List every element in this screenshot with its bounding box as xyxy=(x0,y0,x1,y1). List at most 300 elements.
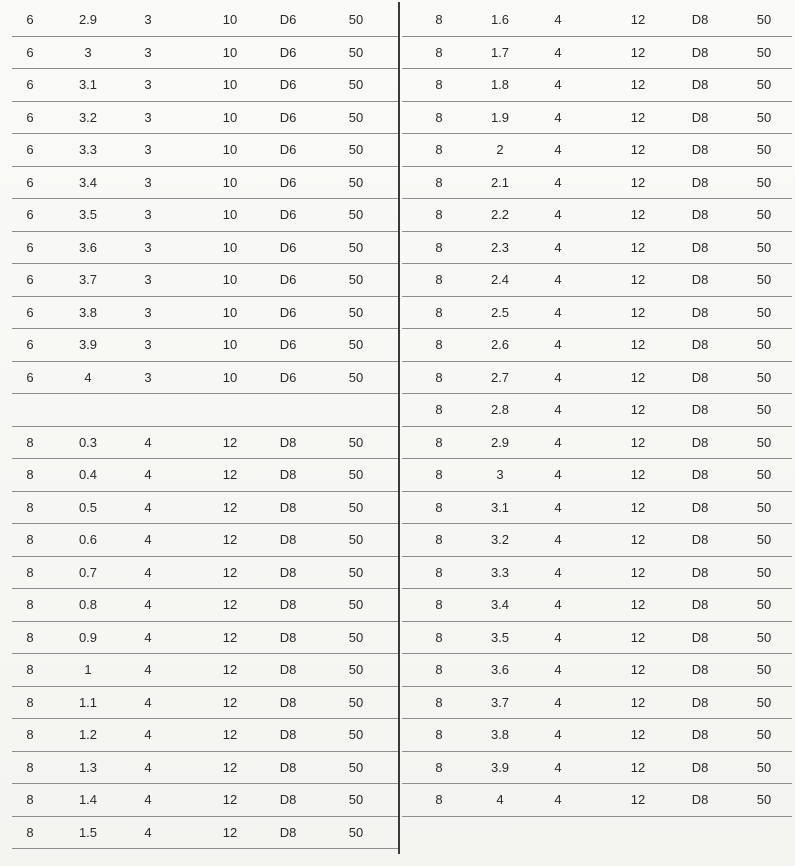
table-cell: 12 xyxy=(630,629,646,645)
table-cell: 12 xyxy=(630,44,646,60)
table-row xyxy=(12,37,398,70)
table-cell: 2.5 xyxy=(490,304,510,320)
table-cell: D8 xyxy=(691,499,709,515)
table-cell: 50 xyxy=(756,142,772,157)
table-cell: D6 xyxy=(279,272,297,287)
table-cell: 50 xyxy=(756,174,772,190)
table-cell: D8 xyxy=(691,727,709,742)
table-row xyxy=(12,622,398,655)
table-cell: 4 xyxy=(554,532,562,547)
table-cell: D8 xyxy=(279,662,297,677)
table-cell: 50 xyxy=(756,792,772,807)
table-cell: 10 xyxy=(222,304,238,320)
table-cell: D8 xyxy=(691,434,709,450)
table-cell: 2.4 xyxy=(490,272,510,287)
table-cell: 50 xyxy=(348,499,364,515)
table-cell: 10 xyxy=(222,337,238,352)
table-cell: 12 xyxy=(222,759,238,775)
table-row xyxy=(402,102,792,135)
table-cell: D6 xyxy=(279,142,297,157)
table-row xyxy=(402,654,792,687)
table-cell: 12 xyxy=(630,434,646,450)
table-cell: D6 xyxy=(279,337,297,352)
table-cell: 4 xyxy=(144,564,152,580)
table-cell: 8 xyxy=(435,239,443,255)
left-table-column xyxy=(12,4,398,849)
table-cell: D8 xyxy=(691,467,709,482)
table-cell: D8 xyxy=(279,727,297,742)
table-cell: 8 xyxy=(26,532,34,547)
table-cell: 12 xyxy=(630,792,646,807)
table-cell: 50 xyxy=(756,597,772,612)
table-row xyxy=(402,524,792,557)
table-cell: 12 xyxy=(222,597,238,612)
table-cell: 10 xyxy=(222,207,238,222)
table-cell: 50 xyxy=(756,402,772,417)
table-cell: D6 xyxy=(279,77,297,92)
table-cell: 4 xyxy=(554,44,562,60)
table-cell: 3.6 xyxy=(78,239,98,255)
table-cell: 8 xyxy=(26,467,34,482)
table-cell: 4 xyxy=(496,792,504,807)
table-cell: 4 xyxy=(554,434,562,450)
table-row xyxy=(402,264,792,297)
table-row xyxy=(12,329,398,362)
table-cell: 4 xyxy=(554,239,562,255)
table-cell: 4 xyxy=(554,402,562,417)
table-cell: 12 xyxy=(222,629,238,645)
table-cell: D8 xyxy=(691,239,709,255)
table-cell: 12 xyxy=(222,532,238,547)
table-cell: 50 xyxy=(756,499,772,515)
table-row xyxy=(402,622,792,655)
right-table-column xyxy=(402,4,792,817)
table-cell: 3.8 xyxy=(78,304,98,320)
table-cell: 4 xyxy=(554,109,562,125)
table-cell: 3.2 xyxy=(490,532,510,547)
table-cell: 0.3 xyxy=(78,434,98,450)
table-cell: 8 xyxy=(26,759,34,775)
table-cell: 3 xyxy=(144,12,152,27)
table-row xyxy=(12,264,398,297)
table-row xyxy=(12,69,398,102)
table-cell: 10 xyxy=(222,369,238,385)
table-cell: 4 xyxy=(554,207,562,222)
table-cell: 50 xyxy=(756,12,772,27)
table-cell: 4 xyxy=(554,792,562,807)
table-cell: 12 xyxy=(222,824,238,840)
table-cell: 3.4 xyxy=(78,174,98,190)
table-cell: 50 xyxy=(348,109,364,125)
table-row xyxy=(12,654,398,687)
table-cell: D8 xyxy=(279,792,297,807)
table-cell: 4 xyxy=(554,629,562,645)
table-cell: D8 xyxy=(691,304,709,320)
table-cell: 12 xyxy=(630,369,646,385)
table-cell: 6 xyxy=(26,207,34,222)
table-row xyxy=(402,427,792,460)
table-cell: 4 xyxy=(144,662,152,677)
table-cell: 1.9 xyxy=(490,109,510,125)
table-cell: 4 xyxy=(554,272,562,287)
table-cell: 1.8 xyxy=(490,77,510,92)
table-cell: 3 xyxy=(84,44,92,60)
table-cell: D8 xyxy=(279,467,297,482)
table-cell: D8 xyxy=(691,759,709,775)
table-row xyxy=(402,362,792,395)
table-cell: 3.7 xyxy=(490,694,510,710)
table-cell: 50 xyxy=(348,727,364,742)
table-cell: 3 xyxy=(144,369,152,385)
table-cell: 8 xyxy=(435,109,443,125)
table-cell: 8 xyxy=(26,792,34,807)
table-row xyxy=(402,232,792,265)
table-cell: 1.3 xyxy=(78,759,98,775)
table-cell: 50 xyxy=(348,272,364,287)
table-cell: 50 xyxy=(348,207,364,222)
table-cell: D6 xyxy=(279,239,297,255)
table-row xyxy=(12,524,398,557)
table-row xyxy=(12,362,398,395)
table-cell: 3 xyxy=(144,109,152,125)
table-cell: 4 xyxy=(144,434,152,450)
table-cell: D6 xyxy=(279,109,297,125)
table-cell: 3 xyxy=(144,304,152,320)
table-cell: 0.7 xyxy=(78,564,98,580)
table-cell: D8 xyxy=(279,629,297,645)
table-cell: D8 xyxy=(691,12,709,27)
table-cell: D8 xyxy=(691,77,709,92)
table-cell: 50 xyxy=(756,272,772,287)
table-cell: 8 xyxy=(435,337,443,352)
table-cell: 12 xyxy=(630,12,646,27)
table-cell: 6 xyxy=(26,44,34,60)
table-cell: 8 xyxy=(435,694,443,710)
table-cell: 4 xyxy=(554,369,562,385)
table-cell: 50 xyxy=(756,304,772,320)
table-cell: 8 xyxy=(26,499,34,515)
table-row xyxy=(12,752,398,785)
table-cell: 12 xyxy=(630,337,646,352)
table-cell: 50 xyxy=(756,629,772,645)
table-cell: 8 xyxy=(26,824,34,840)
table-cell: 12 xyxy=(630,597,646,612)
table-cell: D8 xyxy=(279,824,297,840)
table-cell: 0.4 xyxy=(78,467,98,482)
table-cell: 2 xyxy=(496,142,504,157)
table-cell: 8 xyxy=(435,499,443,515)
table-row xyxy=(402,784,792,817)
table-row xyxy=(402,199,792,232)
table-row xyxy=(12,492,398,525)
table-cell: D6 xyxy=(279,369,297,385)
table-cell: 12 xyxy=(630,467,646,482)
table-cell: 8 xyxy=(435,207,443,222)
table-cell: 50 xyxy=(348,77,364,92)
table-cell: 8 xyxy=(435,44,443,60)
table-cell: 6 xyxy=(26,12,34,27)
table-cell: D6 xyxy=(279,304,297,320)
table-cell: 50 xyxy=(348,629,364,645)
table-cell: 50 xyxy=(348,662,364,677)
table-cell: D8 xyxy=(691,694,709,710)
table-cell: 8 xyxy=(26,694,34,710)
table-cell: 3.1 xyxy=(78,77,98,92)
table-cell: 8 xyxy=(435,402,443,417)
table-cell: 50 xyxy=(756,44,772,60)
table-row xyxy=(12,167,398,200)
table-cell: 50 xyxy=(756,434,772,450)
table-cell: 3.4 xyxy=(490,597,510,612)
table-cell: 1 xyxy=(84,662,92,677)
table-cell: 4 xyxy=(554,564,562,580)
table-cell: 50 xyxy=(756,77,772,92)
table-cell: 50 xyxy=(756,727,772,742)
table-cell: 4 xyxy=(554,142,562,157)
column-divider xyxy=(398,2,400,854)
table-cell: 6 xyxy=(26,272,34,287)
table-cell: D8 xyxy=(691,629,709,645)
table-cell: 3.7 xyxy=(78,272,98,287)
table-row xyxy=(12,102,398,135)
table-cell: 3.5 xyxy=(490,629,510,645)
table-cell: 50 xyxy=(756,564,772,580)
table-cell: 50 xyxy=(348,824,364,840)
table-cell: D8 xyxy=(279,564,297,580)
table-cell: 8 xyxy=(435,759,443,775)
table-cell: 12 xyxy=(630,272,646,287)
table-cell: D8 xyxy=(691,142,709,157)
table-cell: 10 xyxy=(222,239,238,255)
table-cell: 4 xyxy=(144,727,152,742)
table-cell: 10 xyxy=(222,272,238,287)
table-cell: 10 xyxy=(222,142,238,157)
table-cell: D8 xyxy=(691,597,709,612)
table-cell: 8 xyxy=(435,662,443,677)
table-row xyxy=(12,232,398,265)
table-cell: D8 xyxy=(279,532,297,547)
table-cell: 4 xyxy=(144,694,152,710)
table-cell: 12 xyxy=(630,207,646,222)
table-cell: 4 xyxy=(554,174,562,190)
table-cell: 2.8 xyxy=(490,402,510,417)
table-cell: 2.9 xyxy=(78,12,98,27)
table-cell: 50 xyxy=(756,337,772,352)
table-cell: 4 xyxy=(144,824,152,840)
table-cell: 8 xyxy=(26,662,34,677)
table-cell: 4 xyxy=(144,759,152,775)
table-cell: 2.3 xyxy=(490,239,510,255)
table-cell: D8 xyxy=(279,499,297,515)
table-cell: 4 xyxy=(144,792,152,807)
table-cell: 50 xyxy=(756,662,772,677)
table-cell: 0.6 xyxy=(78,532,98,547)
table-cell: 6 xyxy=(26,77,34,92)
table-cell: 12 xyxy=(222,694,238,710)
table-cell: D8 xyxy=(691,662,709,677)
table-cell: D8 xyxy=(691,337,709,352)
table-cell: 8 xyxy=(435,174,443,190)
table-cell: 0.9 xyxy=(78,629,98,645)
table-row xyxy=(12,784,398,817)
table-cell: D8 xyxy=(691,44,709,60)
table-cell: D8 xyxy=(279,597,297,612)
table-cell: 50 xyxy=(348,174,364,190)
table-cell: 1.5 xyxy=(78,824,98,840)
table-cell: 50 xyxy=(348,467,364,482)
table-cell: 4 xyxy=(554,499,562,515)
table-row xyxy=(402,492,792,525)
table-row xyxy=(402,752,792,785)
table-cell: 8 xyxy=(435,597,443,612)
table-cell: 1.4 xyxy=(78,792,98,807)
table-cell: 4 xyxy=(554,12,562,27)
table-row xyxy=(402,557,792,590)
table-cell: 10 xyxy=(222,174,238,190)
table-cell: 10 xyxy=(222,77,238,92)
table-cell: 3.3 xyxy=(78,142,98,157)
table-cell: 10 xyxy=(222,109,238,125)
table-cell: 12 xyxy=(630,142,646,157)
table-cell: 8 xyxy=(435,792,443,807)
table-cell: 50 xyxy=(348,792,364,807)
table-cell: 12 xyxy=(222,792,238,807)
table-cell: 3.1 xyxy=(490,499,510,515)
table-row xyxy=(12,394,398,427)
table-cell: 12 xyxy=(222,499,238,515)
table-cell: D8 xyxy=(691,109,709,125)
table-cell: 3.9 xyxy=(78,337,98,352)
table-row xyxy=(402,719,792,752)
table-cell: 50 xyxy=(348,337,364,352)
table-cell: 4 xyxy=(554,727,562,742)
table-cell: 3 xyxy=(144,337,152,352)
table-cell: 4 xyxy=(144,629,152,645)
table-cell: 50 xyxy=(756,109,772,125)
table-cell: 8 xyxy=(435,12,443,27)
table-cell: D8 xyxy=(691,174,709,190)
table-cell: 8 xyxy=(435,467,443,482)
table-cell: D6 xyxy=(279,174,297,190)
table-row xyxy=(402,459,792,492)
table-cell: 2.1 xyxy=(490,174,510,190)
table-cell: 3.5 xyxy=(78,207,98,222)
table-cell: 1.7 xyxy=(490,44,510,60)
table-cell: 50 xyxy=(348,304,364,320)
table-cell: D6 xyxy=(279,44,297,60)
table-cell: 2.7 xyxy=(490,369,510,385)
table-cell: 12 xyxy=(222,727,238,742)
table-cell: 12 xyxy=(222,467,238,482)
table-cell: 12 xyxy=(630,109,646,125)
table-cell: 3 xyxy=(144,142,152,157)
table-cell: 0.8 xyxy=(78,597,98,612)
table-cell: 3 xyxy=(144,174,152,190)
table-cell: 12 xyxy=(630,694,646,710)
table-cell: 6 xyxy=(26,109,34,125)
table-cell: 8 xyxy=(435,142,443,157)
table-cell: 12 xyxy=(630,759,646,775)
table-cell: 12 xyxy=(630,174,646,190)
table-cell: 50 xyxy=(756,694,772,710)
table-row xyxy=(12,687,398,720)
table-cell: 8 xyxy=(435,629,443,645)
table-cell: D6 xyxy=(279,12,297,27)
table-cell: 50 xyxy=(756,759,772,775)
table-cell: 12 xyxy=(222,662,238,677)
table-cell: 8 xyxy=(26,564,34,580)
table-cell: 8 xyxy=(435,272,443,287)
table-row xyxy=(402,4,792,37)
table-cell: 3 xyxy=(144,272,152,287)
table-cell: D8 xyxy=(279,694,297,710)
table-cell: 4 xyxy=(554,304,562,320)
table-cell: 3.2 xyxy=(78,109,98,125)
table-row xyxy=(12,297,398,330)
table-cell: 0.5 xyxy=(78,499,98,515)
table-cell: 3.6 xyxy=(490,662,510,677)
table-cell: D8 xyxy=(691,207,709,222)
table-cell: 4 xyxy=(144,467,152,482)
table-row xyxy=(12,199,398,232)
table-cell: 8 xyxy=(26,434,34,450)
table-row xyxy=(402,167,792,200)
table-row xyxy=(12,817,398,850)
table-cell: 4 xyxy=(144,499,152,515)
table-cell: 50 xyxy=(348,759,364,775)
table-cell: 4 xyxy=(84,369,92,385)
table-cell: 8 xyxy=(26,629,34,645)
table-cell: 8 xyxy=(435,532,443,547)
table-row xyxy=(402,37,792,70)
table-cell: 12 xyxy=(630,727,646,742)
table-cell: D8 xyxy=(691,369,709,385)
table-cell: 12 xyxy=(630,304,646,320)
table-row xyxy=(402,297,792,330)
table-row xyxy=(402,394,792,427)
table-row xyxy=(12,4,398,37)
table-cell: 6 xyxy=(26,174,34,190)
table-cell: 50 xyxy=(756,532,772,547)
table-cell: 6 xyxy=(26,239,34,255)
table-cell: D8 xyxy=(691,402,709,417)
table-cell: 4 xyxy=(554,467,562,482)
table-cell: 8 xyxy=(435,369,443,385)
table-row xyxy=(12,589,398,622)
table-cell: 3 xyxy=(144,77,152,92)
table-cell: D6 xyxy=(279,207,297,222)
table-row xyxy=(12,719,398,752)
table-cell: 12 xyxy=(630,499,646,515)
table-cell: 1.1 xyxy=(78,694,98,710)
table-cell: 12 xyxy=(630,77,646,92)
table-cell: 6 xyxy=(26,369,34,385)
table-cell: 12 xyxy=(630,532,646,547)
table-cell: 8 xyxy=(26,727,34,742)
table-row xyxy=(12,427,398,460)
table-cell: D8 xyxy=(691,532,709,547)
table-cell: 6 xyxy=(26,304,34,320)
table-cell: 12 xyxy=(630,239,646,255)
table-cell: 50 xyxy=(348,44,364,60)
table-cell: 50 xyxy=(756,207,772,222)
table-cell: 12 xyxy=(222,434,238,450)
table-cell: 1.2 xyxy=(78,727,98,742)
table-cell: 8 xyxy=(435,304,443,320)
table-cell: 12 xyxy=(630,402,646,417)
table-cell: 4 xyxy=(144,532,152,547)
table-cell: 4 xyxy=(554,337,562,352)
